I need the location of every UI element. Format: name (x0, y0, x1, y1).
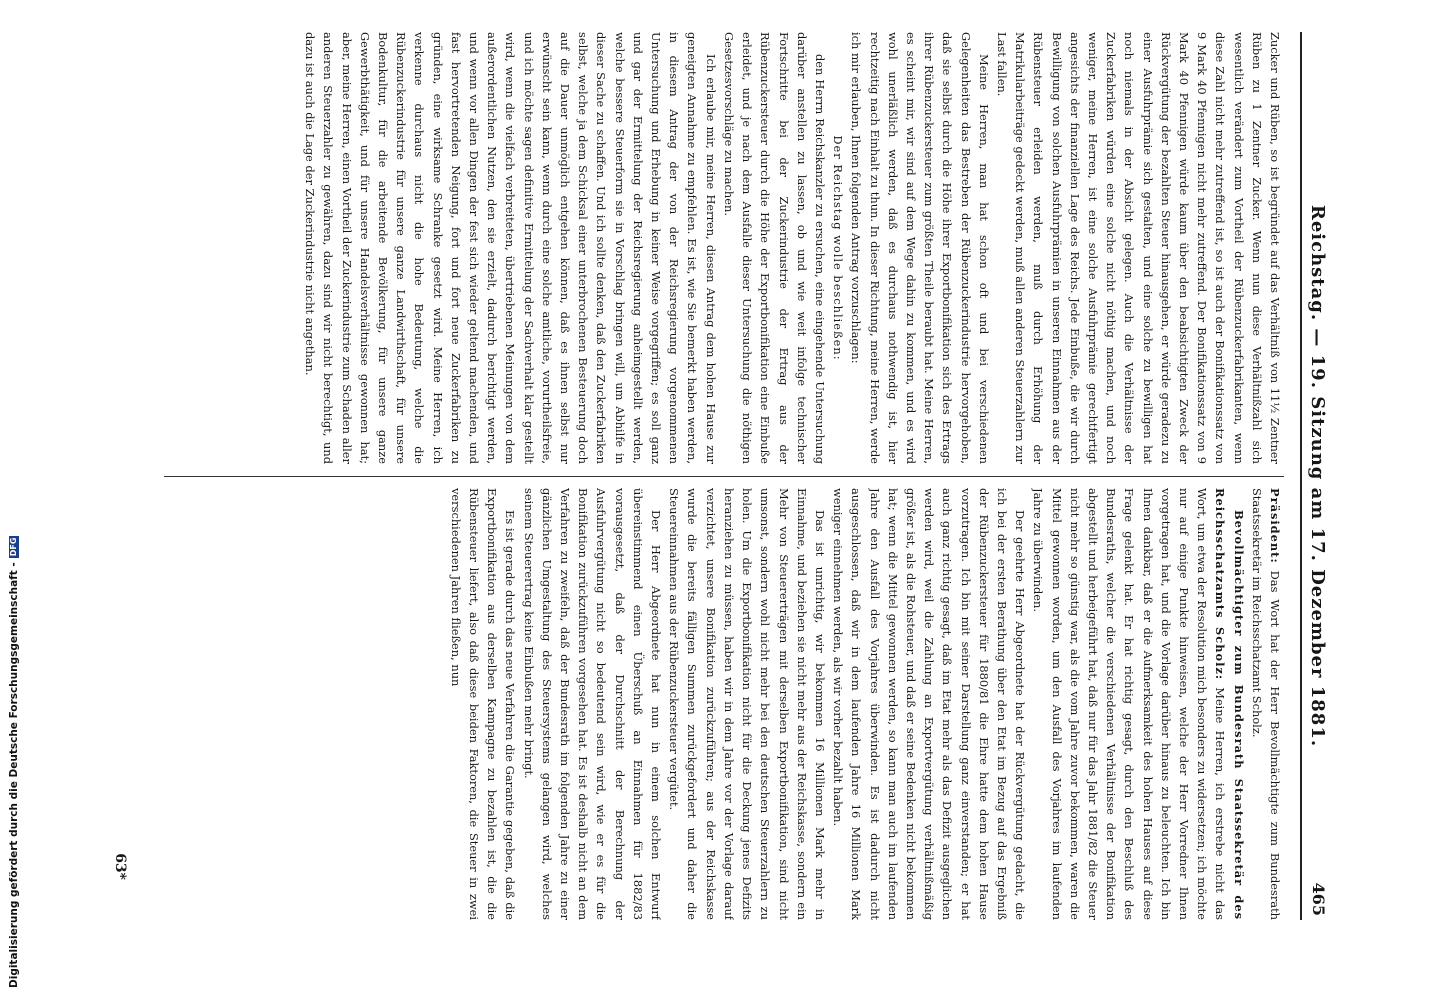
header-rule (1300, 32, 1302, 920)
left-paragraph-3: Ich erlaube mir, meine Herren, diesen Antrag dem hohen Hause zur geneigten Annahme zu empfehlen. Es ist, wie Sie bemerkt haben werden, in diesem Antrag der von der Reichsregierung vorgenommenen Untersuchung und Erhebung in keiner Weise vorgegriffen; es soll ganz und gar der Ermittelung der Reichsregierung anheimgestellt werden, welche bessere Steuerform sie in Vorschlag bringen will, um Abhilfe in dieser Sache zu schaffen. Und ich sollte denken, daß den Zuckerfabriken selbst, welche ja dem Schicksal einer unterbrochenen Besteuerung doch auf die Dauer unmöglich entgehen können, daß es ihnen selbst nur erwünscht sein kann, wenn durch eine solche amtliche, vorurtheilsfreie, und ich möchte sagen definitive Ermittelung der Sachverhalt klar gestellt wird, wenn die vielfach verbreiteten, übertriebenen Meinungen von dem außerordentlichen Nutzen, den sie erzielt, dadurch berichtigt werden, und wenn vor allen Dingen der fest sich wieder geltend machenden, und fast hervortretenden Neigung, fort und fort neue Zuckerfabriken zu gründen, eine wirksame Schranke gesetzt wird. Meine Herren, ich verkenne durchaus nicht die hohe Bedeutung, welche die Rübenzuckerindustrie für unsere ganze Landwirthschaft, für unsere Bodenkultur, für die arbeitende Bevölkerung, für unsere ganze Gewerbthätigkeit, und für unsere Handelsverhältnisse gewonnen hat; aber, meine Herren, einen Vortheil der Zuckerindustrie zum Schaden aller anderen Steuerzahler zu gewähren, dazu sind wir nicht berechtigt, und dazu ist auch die Lage der Zuckerindustrie nicht angethan. (303, 32, 718, 464)
left-column (144, 32, 1284, 464)
right-paragraph-2 (1029, 488, 1247, 920)
credit-text: Digitalisierung gefördert durch die Deutsche Forschungsgemeinschaft - (8, 562, 20, 988)
speaker-scholz: Bevollmächtigter zum Bundesrath Staatssekretär des Reichsschatzamts Scholz: (1213, 488, 1246, 920)
left-paragraph-2: Meine Herren, man hat schon oft und bei verschiedenen Gelegenheiten das Bestreben der Rübenzuckerindustrie hervorgehoben, daß sie selbst durch die Höhe ihrer Exportbonifikation sich des Ertrags ihrer Rübenzuckersteuer zum größten Theile beraubt hat. Meine Herren, es scheint mir, wir sind auf dem Wege dahin zu kommen, und es wird wohl unerläßlich werden, daß es durchaus nothwendig ist, hier rechtzeitig nach Einhalt zu thun. In dieser Richtung, meine Herren, werde ich mir erlauben, Ihnen folgenden Antrag vorzuschlagen: (849, 32, 991, 464)
document-page (90, 32, 1336, 920)
signature-mark: 63* (112, 853, 128, 880)
left-paragraph-1: Zucker und Rüben, so ist begründet auf das Verhältniß von 11½ Zentner Rüben zu 1 Zentner Zucker. Wenn nun diese Verhältnißzahl sich wesentlich verändert zum Vortheil der Rübenzuckerfabrikanten, wenn diese Zahl nicht mehr zutreffend ist, so ist auch der Bonifikationssatz von 9 Mark 40 Pfennigen nicht mehr zutreffend. Der Bonifikationssatz von 9 Mark 40 Pfennigen würde kaum über den beabsichtigten Zweck der Rückvergütung der bezahlten Steuer hinausgehen, er würde geradezu zu einer Ausfuhrprämie sich gestalten, und eine solche zu bewilligen hat noch niemals in der Absicht gelegen. Auch die Verhältnisse der Zuckerfabriken würden eine solche nicht nöthig machen, und noch weniger, meine Herren, ist eine solche Ausfuhrprämie gerechtfertigt angesichts der finanziellen Lage des Reichs. Jede Einbuße, die wir durch Bewilligung von solchen Ausfuhrprämien in unseren Einnahmen aus der Rübensteuer erleiden werden, muß durch Erhöhung der Matrikularbeiträge gedeckt werden, muß allen anderen Steuerzahlern zur Last fallen. (994, 32, 1282, 464)
right-paragraph-1 (1248, 488, 1284, 920)
speaker-president: Präsident: (1268, 488, 1282, 564)
president-remark: Das Wort hat der Herr Bevollmächtigte zum Bundesrath Staatssekretär im Reichsschatzamt Scholz. (1249, 488, 1282, 920)
digitization-credit (8, 228, 20, 988)
motion-text: den Herrn Reichskanzler zu ersuchen, eine eingehende Untersuchung darüber anstellen zu lassen, ob und wie weit infolge technischer Fortschritte bei der Zuckerindustrie der Ertrag aus der Rübenzuckersteuer durch die Höhe der Exportbonifikation eine Einbuße erleidet, und je nach dem Ausfalle dieser Untersuchung die nöthigen Gesetzesvorschläge zu machen. (721, 32, 827, 464)
page-number: 465 (1309, 882, 1328, 916)
column-divider (164, 476, 1284, 477)
dfg-logo-icon: DFG (9, 537, 18, 557)
right-paragraph-4: Das ist unrichtig, wir bekommen 16 Millionen Mark mehr in Einnahme, und beziehen sie nicht mehr aus der Reichskasse, sondern ein Mehr von Steuererträgen mit derselben Exportbonifikation, sind nicht umsonst, sondern wohl nicht mehr bei den deutschen Steuerzahlern zu holen. Um die Exportbonifikation nicht für die Deckung jenes Defizits heranziehen zu müssen, haben wir in dem Jahre vor der Vorlage darauf verzichtet, unsere Bonifikation zurückzuführen; aus der Reichskasse wurde die bereits fälligen Summen zurückgefordert und daher die Steuereinnahmen aus der Rübenzuckersteuer vergütet. (667, 488, 827, 920)
right-column (144, 488, 1284, 920)
right-paragraph-3: Der geehrte Herr Abgeordnete hat der Rückvergütung gedacht, die ich bei der ersten Berathung über den Etat im Bezug auf das Ergebniß der Rübenzuckersteuer für 1880/81 die Ehre hatte dem hohen Hause vorzutragen. Ich bin mit seiner Darstellung ganz einverstanden; er hat auch ganz richtig gesagt, daß im Etat mehr als das Defizit ausgeglichen werden wird, weil die Zahlung an Exportvergütung verhältnißmäßig größer ist, als die Rohsteuer, und daß er seine Bedenken nicht bekommen hat; wenn die Mittel gewonnen werden, so kann man auch im laufenden Jahre den Ausfall des Vorjahres überwinden. Es ist dadurch nicht ausgeschlossen, daß wir in dem laufenden Jahre 16 Millionen Mark weniger einnehmen werden, als wir vorher bezahlt haben. (831, 488, 1028, 920)
right-paragraph-5: Der Herr Abgeordnete hat nun in einem solchen Entwurf übereinstimmend einen Überschuß an Einnahmen für 1882/83 vorausgesetzt, daß der Durchschnitt der Berechnung der Ausfuhrvergütung nicht so bedeutend sein wird, wie er es für die Bonifikation zurückzuführen vorgesehen hat. Es ist deshalb nicht an dem Verfahren zu zweifeln, daß der Bundesrath im folgenden Jahre zu einer gänzlichen Umgestaltung des Steuersystems gelangen wird, welches seinem Steuerertrag keine Einbußen mehr bringt. (521, 488, 664, 920)
page-title: Reichstag. — 19. Sitzung am 17. Dezember 1881. (1307, 204, 1328, 748)
page-header (1294, 32, 1336, 920)
right-paragraph-6: Es ist gerade durch das neue Verfahren die Garantie gegeben, daß die Exportbonifikation aus derselben Kampagne zu bezahlen ist, die die Rübensteuer liefert, also daß diese beiden Faktoren, die Steuer in zwei verschiedenen Jahren fließen, nun (448, 488, 518, 920)
motion-heading: Der Reichstag wolle beschließen: (831, 135, 846, 361)
scholz-speech-start: Meine Herren, ich erstrebe nicht das Wort, um etwa der Resolution mich besonders zu widersetzen; ich möchte nur auf einige Punkte hinweisen, welche der Herr Vorredner Ihnen vorgetragen hat, und die Vorlage darüber hinaus zu beleuchten. Ich bin Ihnen dankbar, daß er die Aufmerksamkeit des hohen Hauses auf diese Frage gelenkt hat. Er hat richtig gesagt, durch den Beschluß des Bundesraths, welcher die verschiedenen Verhältnisse der Bonifikation abgestellt und herbeigeführt hat, daß nur für das Jahr 1881/82 die Steuer nicht mehr so günstig war, als die vom Jahre zuvor bekommen, waren die Mittel gewonnen worden, um den Ausfall des Vorjahres im laufenden Jahre zu überwinden. (1031, 488, 1228, 920)
